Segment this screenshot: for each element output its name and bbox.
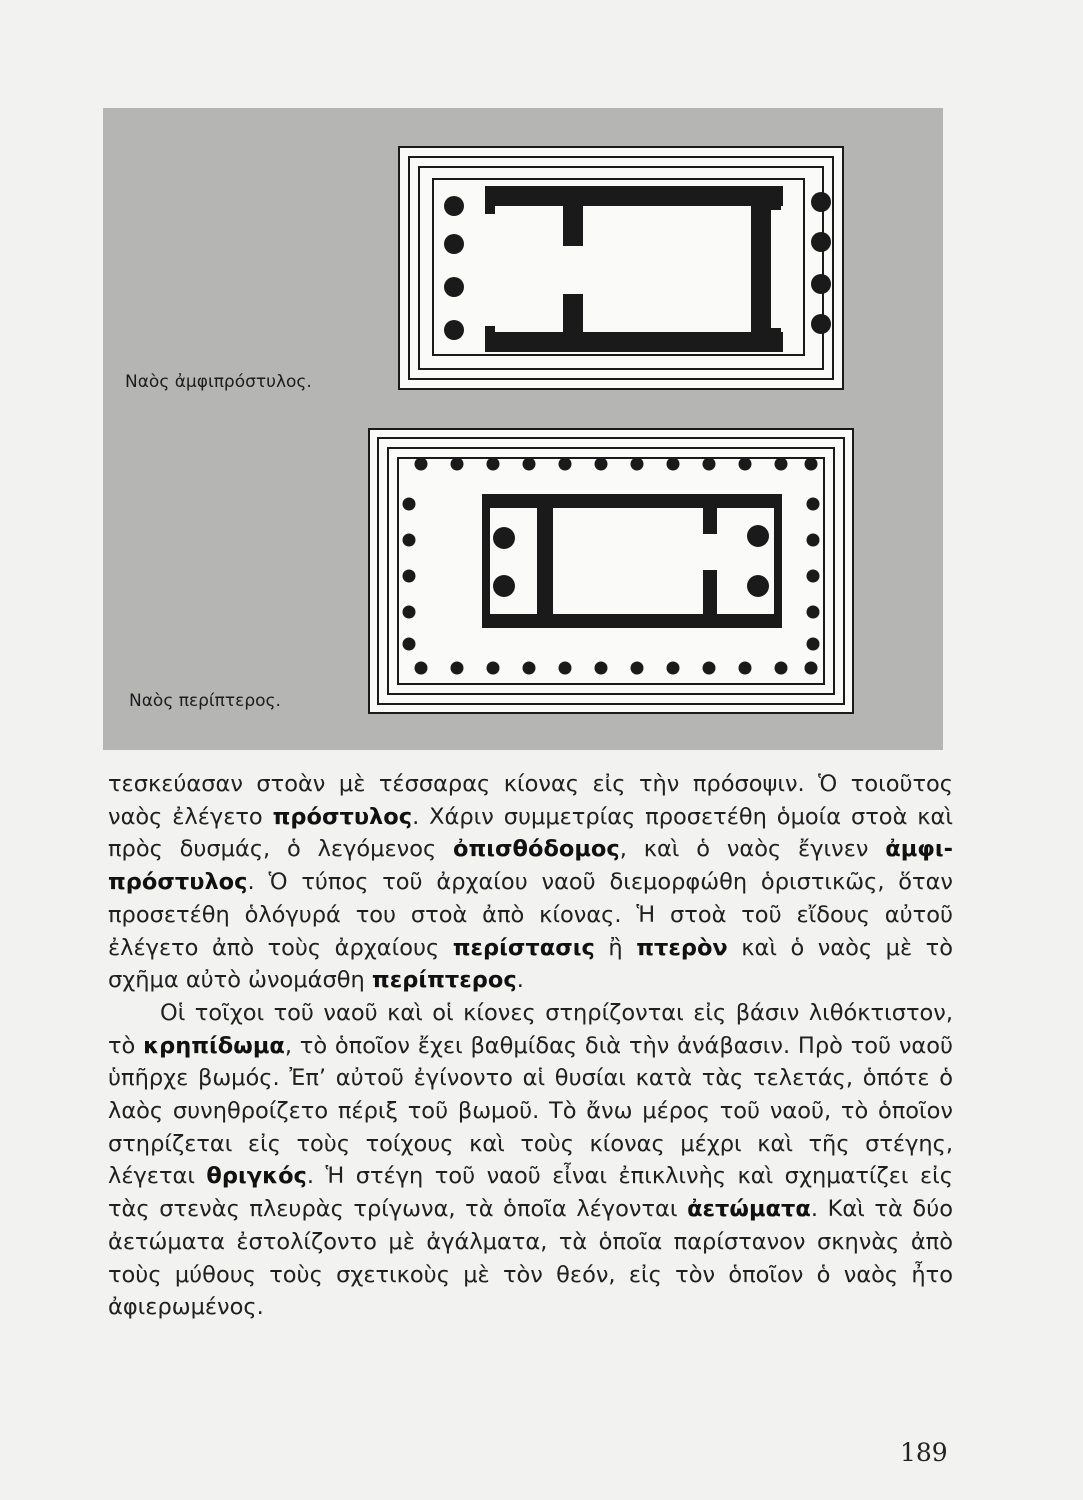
term-bold: περίστασις <box>452 934 595 961</box>
text-run: . Ὁ τύπος τοῦ ἀρχαίου ναοῦ διεμορφώθη ὁριστικῶς, ὅταν προσετέθη ὁλόγυρά του στοὰ ἀπὸ κίονας. Ἡ στοὰ τοῦ εἴδους αὐτοῦ ἐλέγετο ἀπὸ τοὺς ἀρχαίους <box>108 869 953 961</box>
text-run: . Καὶ τὰ δύο ἀετώματα ἐστολίζοντο μὲ ἀγάλματα, τὰ ὁποῖα παρίστανον σκηνὰς ἀπὸ τοὺς μύθους τοὺς σχετικοὺς μὲ τὸν θεόν, εἰς τὸν ὁποῖον ὁ ναὸς ἦτο ἀφιερωμένος. <box>108 1196 953 1321</box>
text-run: , καὶ ὁ ναὸς ἔγινεν <box>619 836 886 863</box>
text-run: . Χάριν συμμετρίας προσετέθη ὁμοία στοὰ καὶ πρὸς δυσμάς, ὁ λεγόμενος <box>108 803 953 863</box>
amphiprostyle-plan <box>396 144 846 392</box>
term-bold: πτερὸν <box>636 934 728 961</box>
text-run: . Ἡ στέγη τοῦ ναοῦ εἶναι ἐπικλινὴς καὶ σχηματίζει εἰς τὰς στενὰς πλευρὰς τρίγωνα, τὰ ὁποῖα λέγονται <box>108 1163 953 1223</box>
text-run: , τὸ ὁποῖον ἔχει βαθμίδας διὰ τὴν ἀνάβασιν. Πρὸ τοῦ ναοῦ ὑπῆρχε βωμός. Ἐπ’ αὐτοῦ ἐγίνοντο αἱ θυσίαι κατὰ τὰς τελετάς, ὁπότε ὁ λαὸς συνηθροίζετο πέριξ τοῦ βωμοῦ. Τὸ ἄνω μέρος τοῦ ναοῦ, τὸ ὁποῖον στηρίζεται εἰς τοὺς τοίχους καὶ τοὺς κίονας μέχρι καὶ τῆς στέγης, λέγεται <box>108 1032 954 1190</box>
term-bold: πρόστυλος <box>272 803 413 830</box>
text-run: τεσκεύασαν στοὰν μὲ τέσσαρας κίονας εἰς τὴν πρόσοψιν. Ὁ τοιοῦτος ναὸς ἐλέγετο <box>108 771 953 830</box>
peripteral-plan <box>366 426 856 716</box>
term-bold: ἀετώματα <box>687 1196 811 1223</box>
figure-caption-peripteral: Ναὸς περίπτερος. <box>129 691 281 711</box>
temple-plans-figure <box>103 108 943 750</box>
text-run: . <box>516 967 524 994</box>
term-bold: ἀμφιπρόστυλος <box>108 836 953 896</box>
text-run: ἢ <box>594 934 637 961</box>
paragraph-1 <box>108 768 953 997</box>
term-bold: περίπτερος <box>371 967 517 994</box>
page-number: 189 <box>900 1438 948 1467</box>
text-run: Οἱ τοῖχοι τοῦ ναοῦ καὶ οἱ κίονες στηρίζονται εἰς βάσιν λιθόκτιστον, τὸ <box>108 999 953 1059</box>
text-run: καὶ ὁ ναὸς μὲ τὸ σχῆμα αὐτὸ ὠνομάσθη <box>108 934 953 994</box>
figure-caption-amphiprostyle: Ναὸς ἀμφιπρόστυλος. <box>125 372 312 392</box>
paragraph-2 <box>108 997 953 1324</box>
term-bold: ὀπισθόδομος <box>453 836 620 863</box>
body-text <box>108 768 953 1324</box>
term-bold: κρηπίδωμα <box>143 1032 285 1059</box>
term-bold: θριγκός <box>206 1163 307 1190</box>
